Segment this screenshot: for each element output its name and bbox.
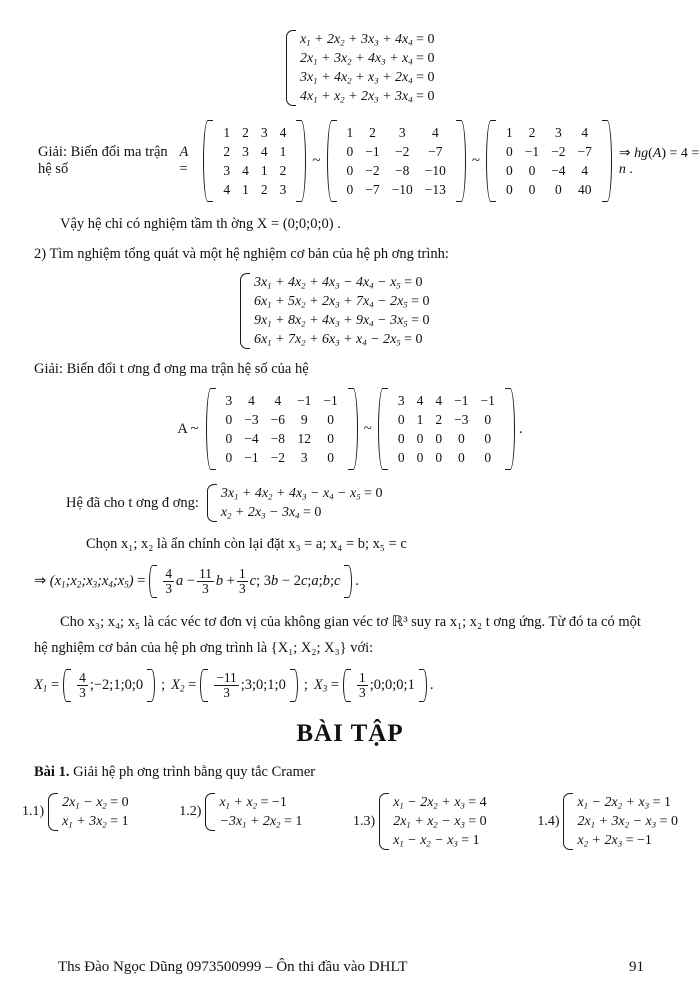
matrix-cell: 3 (225, 392, 233, 408)
problem2-prompt: 2) Tìm nghiệm tổng quát và một hệ nghiệm cơ bản của hệ ph ơng trình: (34, 246, 449, 262)
matrix-cell: −1 (454, 392, 469, 408)
equation-line: $-3x_1 + 2x_2 = 1$ (219, 813, 303, 829)
exercise-item-1.2 (179, 793, 302, 831)
equation-line: $2x_1 + 3x_2 + 4x_3 + x_4 = 0$ (300, 50, 435, 66)
matrix-cell: −10 (391, 181, 413, 197)
matrix-cell: −1 (480, 392, 495, 408)
matrix-cell: 0 (484, 430, 492, 446)
matrix-grid (216, 388, 348, 470)
matrix-cell: −10 (424, 162, 446, 178)
matrix-cell: 4 (581, 124, 589, 140)
system-brace (379, 793, 389, 850)
matrix-cell: 3 (397, 392, 405, 408)
matrix-cell: −1 (297, 392, 312, 408)
matrix-cell: 4 (416, 392, 424, 408)
matrix-cell: −4 (244, 430, 259, 446)
paren-left (149, 565, 157, 598)
rank-conclusion: ⇒ hg(A) = 4 = n . (618, 145, 700, 177)
system-brace (207, 484, 217, 522)
solution-tuple: $\frac{4}{3}$ a − $\frac{11}{3}$ b + $\frac{1}{3}$ c ; 3 b − 2 c ; a ; b ; c (149, 565, 352, 598)
matrix-cell: 40 (577, 181, 592, 197)
matrix-cell: −2 (551, 143, 566, 159)
paren-right (602, 120, 612, 202)
matrix-cell: 0 (225, 430, 233, 446)
matrix-cell: −2 (395, 143, 410, 159)
matrix-cell: 1 (416, 411, 424, 427)
fraction: $\frac{4}{3}$ (79, 670, 86, 700)
paren-right (147, 669, 155, 702)
paren-left (486, 120, 496, 202)
problem2-system (0, 273, 700, 349)
system-brace (286, 30, 296, 106)
system-brace (240, 273, 250, 349)
problem1-matrix-row (0, 120, 700, 202)
system-brace (563, 793, 573, 850)
equation-line: $x_1 - 2x_2 + x_3 = 1$ (577, 794, 671, 810)
matrix-cell: −2 (270, 449, 286, 465)
matrix-cell: −4 (551, 162, 566, 178)
equation-line: $x_2 + 2x_3 - 3x_4 = 0$ (220, 504, 322, 520)
matrix-cell: 0 (397, 430, 405, 446)
matrix-cell: 0 (457, 449, 465, 465)
vector-tuple: $\frac{1}{3}$ ;0;0;0;1 (343, 669, 427, 702)
matrix-cell: 3 (300, 449, 308, 465)
equation-line: $6x_1 + 5x_2 + 2x_3 + 7x_4 - 2x_5 = 0$ (254, 293, 430, 309)
paren-right (348, 388, 358, 470)
equation-line: $x_2 + 2x_3 = -1$ (577, 832, 652, 848)
matrix-A2 (206, 388, 358, 470)
matrix-cell: 3 (260, 124, 268, 140)
exercise-item-1.3 (353, 793, 487, 850)
equation-line: $3x_1 + 4x_2 + 4x_3 - 4x_4 - x_5 = 0$ (254, 274, 423, 290)
vector-tuple: $\frac{-11}{3}$ ;3;0;1;0 (200, 669, 297, 702)
paren-left (378, 388, 388, 470)
tilde-operator: ~ (471, 152, 480, 169)
document-page (0, 30, 700, 990)
matrix-cell: −2 (365, 162, 380, 178)
matrix-cell: −7 (428, 143, 443, 159)
vector-tuple: $\frac{4}{3}$ ;−2;1;0;0 (63, 669, 155, 702)
period: . (429, 677, 434, 693)
equation-line: $2x_1 - x_2 = 0$ (62, 794, 129, 810)
matrix-cell: 3 (279, 181, 287, 197)
equation-line: $x_1 + x_2 = -1$ (219, 794, 287, 810)
paren-left (203, 120, 213, 202)
page-footer (0, 959, 700, 976)
vector-name: $X_3$ = (313, 677, 340, 694)
matrix-cell: −8 (395, 162, 410, 178)
fraction: $\frac{11}{3}$ (199, 566, 212, 596)
separator: ; (303, 677, 308, 693)
footer-author: Ths Đào Ngọc Dũng 0973500999 – Ôn thi đầu vào DHLT (58, 959, 408, 975)
matrix-cell: 2 (223, 143, 231, 159)
equivalent-label: Hệ đã cho t ơng đ ơng: (66, 494, 199, 511)
exercise-label: 1.2) (179, 804, 202, 819)
matrix-A (203, 120, 306, 202)
matrix-cell: −8 (270, 430, 286, 446)
matrix-cell: 0 (506, 162, 513, 178)
bai1-label: Bài 1. (34, 764, 70, 780)
paren-right (419, 669, 427, 702)
page-number: 91 (629, 959, 644, 975)
system-brace (48, 793, 58, 831)
paren-left (206, 388, 216, 470)
general-solution (0, 565, 700, 598)
fraction: $\frac{1}{3}$ (238, 566, 246, 596)
matrix-grid (388, 388, 505, 470)
equation-line: $6x_1 + 7x_2 + 6x_3 + x_4 - 2x_5 = 0$ (254, 331, 423, 347)
matrix-cell: 0 (346, 162, 354, 178)
matrix-cell: 0 (506, 143, 513, 159)
equation-line: $x_1 - 2x_2 + x_3 = 4$ (393, 794, 487, 810)
vector-name: $X_2$ = (171, 677, 197, 694)
matrix-cell: 4 (435, 392, 443, 408)
exercise-label: 1.3) (353, 813, 376, 829)
equation-line: $2x_1 + x_2 - x_3 = 0$ (393, 813, 487, 829)
solution-label: Giải: Biến đổi ma trận hệ số (38, 144, 168, 177)
equation-line: $4x_1 + x_2 + 2x_3 + 3x_4 = 0$ (300, 88, 435, 104)
fraction: $\frac{1}{3}$ (359, 670, 366, 700)
bai1-text: Giải hệ ph ơng trình bằng quy tắc Cramer (69, 764, 316, 780)
matrix-grid (337, 120, 456, 202)
exercise-item-1.1 (22, 793, 129, 831)
tilde-operator: ~ (363, 420, 372, 437)
matrix-cell: −1 (524, 143, 540, 159)
matrix-cell: 4 (581, 162, 589, 178)
matrix-cell: 0 (346, 181, 354, 197)
matrix-cell: −13 (424, 181, 446, 197)
matrix-cell: 0 (554, 181, 562, 197)
matrix-variable: A = (179, 144, 189, 177)
matrix-cell: 0 (327, 430, 334, 446)
vector-name: $X_1$ = (34, 677, 60, 694)
paren-left (343, 669, 351, 702)
matrix-cell: −7 (577, 143, 592, 159)
matrix-cell: 2 (369, 124, 376, 140)
paren-left (200, 669, 208, 702)
matrix-cell: 2 (279, 162, 287, 178)
period: . (518, 420, 523, 437)
problem1-conclusion: Vậy hệ chỉ có nghiệm tầm th ờng X = (0;0;0;0) . (60, 216, 341, 232)
exercise-label: 1.4) (537, 813, 560, 829)
matrix-cell: 1 (260, 162, 268, 178)
paren-right (290, 669, 298, 702)
exercise-label: 1.1) (22, 804, 45, 819)
basis-vectors (0, 669, 700, 702)
problem1-system (0, 30, 700, 106)
matrix-cell: 0 (484, 449, 492, 465)
equation-line: $x_1 - x_2 - x_3 = 1$ (393, 832, 480, 848)
matrix-cell: 0 (506, 181, 513, 197)
matrix-cell: 1 (242, 181, 249, 197)
tilde-operator: ~ (312, 152, 321, 169)
matrix-grid (496, 120, 602, 202)
matrix-cell: 3 (554, 124, 562, 140)
paren-right (505, 388, 515, 470)
matrix-B2 (378, 388, 515, 470)
period: . (355, 573, 360, 589)
matrix-cell: 0 (484, 411, 492, 427)
basis-paragraph-2: hệ nghiệm cơ bản của hệ ph ơng trình là {X₁; X₂; X₃} với: (34, 640, 374, 656)
matrix-cell: 0 (225, 411, 233, 427)
separator: ; (161, 677, 166, 693)
exercise-list (0, 793, 700, 850)
equation-line: $9x_1 + 8x_2 + 4x_3 + 9x_4 - 3x_5 = 0$ (254, 312, 430, 328)
matrix-cell: 0 (397, 411, 405, 427)
problem2-equivalent-row (0, 484, 700, 522)
paren-left (63, 669, 71, 702)
matrix-cell: 3 (242, 143, 249, 159)
solution-lhs: $(x_1;x_2;x_3;x_4;x_5)$ = (49, 573, 146, 590)
matrix-cell: 3 (223, 162, 231, 178)
exercise-item-1.4 (537, 793, 678, 850)
matrix-cell: −3 (244, 411, 259, 427)
matrix-cell: 2 (260, 181, 268, 197)
paren-right (296, 120, 306, 202)
matrix-cell: 0 (416, 430, 424, 446)
matrix-cell: −7 (365, 181, 380, 197)
equation-line: $3x_1 + 4x_2 + 4x_3 - x_4 - x_5 = 0$ (220, 485, 383, 501)
matrix-cell: 0 (528, 181, 536, 197)
matrix-C (486, 120, 612, 202)
matrix-cell: 1 (279, 143, 287, 159)
matrix-cell: −6 (270, 411, 286, 427)
matrix-cell: 0 (435, 449, 443, 465)
choose-line: Chọn x₁; x₂ là ẩn chính còn lại đặt x₃ = a; x₄ = b; x₅ = c (86, 536, 407, 552)
matrix-cell: 0 (457, 430, 465, 446)
matrix-cell: 0 (528, 162, 536, 178)
matrix-grid (213, 120, 296, 202)
matrix-cell: 2 (528, 124, 536, 140)
matrix-cell: 1 (506, 124, 513, 140)
problem2-solution-label: Giải: Biến đổi t ơng đ ơng ma trận hệ số của hệ (34, 361, 309, 377)
equation-line: $2x_1 + 3x_2 - x_3 = 0$ (577, 813, 678, 829)
matrix-cell: −1 (323, 392, 338, 408)
matrix-cell: 0 (327, 449, 334, 465)
matrix-cell: 4 (248, 392, 255, 408)
implies-icon: ⇒ (34, 573, 50, 589)
matrix-cell: 0 (416, 449, 424, 465)
matrix-cell: 1 (223, 124, 231, 140)
matrix-cell: 0 (327, 411, 334, 427)
matrix-cell: 2 (435, 411, 443, 427)
exercises-heading: BÀI TẬP (296, 720, 404, 747)
matrix-cell: −1 (244, 449, 259, 465)
paren-right (456, 120, 466, 202)
bai1-line (0, 764, 700, 781)
matrix-cell: 4 (242, 162, 249, 178)
matrix-cell: −1 (365, 143, 380, 159)
matrix-label: A ~ (177, 420, 199, 437)
matrix-B (327, 120, 466, 202)
fraction: $\frac{4}{3}$ (165, 566, 173, 596)
system-brace (205, 793, 215, 831)
matrix-cell: 0 (397, 449, 405, 465)
matrix-cell: −3 (454, 411, 469, 427)
problem2-matrix-row (0, 388, 700, 470)
matrix-cell: 0 (346, 143, 354, 159)
paren-right (344, 565, 352, 598)
matrix-cell: 0 (225, 449, 233, 465)
fraction: $\frac{-11}{3}$ (216, 670, 237, 700)
basis-paragraph-1: Cho x₃; x₄; x₅ là các véc tơ đơn vị của không gian véc tơ ℝ³ suy ra x₁; x₂ t ơng ứng. Từ đó ta có một (60, 614, 641, 630)
paren-left (327, 120, 337, 202)
matrix-cell: 0 (435, 430, 443, 446)
matrix-cell: 4 (274, 392, 282, 408)
matrix-cell: 4 (223, 181, 231, 197)
matrix-cell: 3 (398, 124, 406, 140)
equation-line: $x_1 + 2x_2 + 3x_3 + 4x_4 = 0$ (300, 31, 435, 47)
matrix-cell: 4 (431, 124, 439, 140)
matrix-cell: 9 (300, 411, 308, 427)
equation-line: $x_1 + 3x_2 = 1$ (62, 813, 129, 829)
matrix-cell: 4 (260, 143, 268, 159)
matrix-cell: 4 (279, 124, 287, 140)
matrix-cell: 2 (242, 124, 249, 140)
equation-line: $3x_1 + 4x_2 + x_3 + 2x_4 = 0$ (300, 69, 435, 85)
matrix-cell: 12 (297, 430, 311, 446)
matrix-cell: 1 (346, 124, 354, 140)
